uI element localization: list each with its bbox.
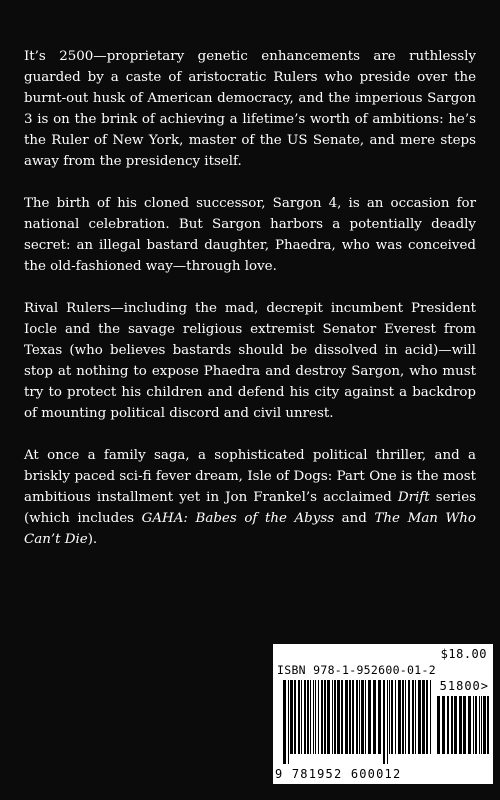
barcode-bar	[373, 680, 376, 754]
blurb-paragraph-2: The birth of his cloned successor, Sargon 4, is an occasion for national celebration. But Sargon harbors a potentially deadly secret: an illegal bastard daughter, Phaedra, who was conceived the old-fashioned way—through love.	[24, 196, 476, 274]
barcode-bar	[327, 680, 330, 754]
barcode-bar	[324, 680, 326, 754]
barcode-bar	[365, 680, 366, 754]
blurb-paragraph-3: Rival Rulers—including the mad, decrepit incumbent President Iocle and the savage religious extremist Senator Everest from Texas (who believes bastards should be dissolved in acid)—will stop at nothing to expose Phaedra and destroy Sargon, who must try to protect his children and defend his city against a backdrop of mounting political discord and civil unrest.	[24, 301, 476, 421]
ean-digits: 9 781952 600012	[275, 767, 402, 781]
barcode-bar	[459, 696, 462, 754]
book-title-gaha: GAHA: Babes of the Abyss	[141, 511, 335, 526]
barcode-bar	[430, 680, 431, 754]
barcode-bar	[332, 680, 333, 754]
barcode-bar	[395, 680, 396, 754]
isbn-barcode-block	[273, 644, 493, 784]
barcode-bar	[398, 680, 401, 754]
barcode-bar	[475, 696, 477, 754]
barcode-bar	[487, 696, 489, 754]
barcode-bar	[307, 680, 309, 754]
barcode-bar	[454, 696, 457, 754]
barcode-bar	[283, 680, 286, 764]
barcode-bar	[463, 696, 466, 754]
book-blurb	[24, 46, 476, 571]
barcode-bar	[341, 680, 343, 754]
barcode-bar	[337, 680, 340, 754]
barcode-bar	[442, 696, 445, 754]
barcode-bar	[313, 680, 314, 754]
barcode-bar	[352, 680, 354, 754]
blurb-paragraph-4	[24, 445, 476, 550]
isbn-label: ISBN 978-1-952600-01-2	[277, 663, 436, 677]
blurb-p4-text-1: At once a family saga, a sophisticated political thriller, and a briskly paced sci-fi fever dream, Isle of Dogs: Part One is the most ambitious installment yet in Jon Frankel’s acclaimed	[24, 448, 476, 505]
barcode-bar	[426, 680, 428, 754]
barcode-bar	[391, 680, 393, 754]
barcode-bar	[402, 680, 404, 754]
barcode-bar	[405, 680, 406, 754]
price-addon-code: 51800>	[439, 679, 489, 693]
barcode-bar	[437, 696, 440, 754]
barcode-bar	[389, 680, 390, 754]
barcode-bar	[349, 680, 351, 754]
barcode-bar	[359, 680, 360, 754]
blurb-p4-text-4: ).	[87, 532, 98, 547]
barcode-bar	[412, 680, 414, 754]
barcode-bar	[298, 680, 300, 754]
barcode-bar	[345, 680, 348, 754]
barcode-bar	[481, 696, 482, 754]
barcode-bar	[415, 680, 416, 754]
barcode-bar	[418, 680, 421, 754]
barcode-bar	[408, 680, 410, 754]
barcode-bar	[378, 680, 381, 754]
barcode-bar	[304, 680, 306, 754]
barcode-bar	[310, 680, 311, 754]
barcode-bar	[473, 696, 474, 754]
barcode-bar	[451, 696, 453, 754]
barcode-bar	[315, 680, 316, 754]
book-title-man-who-cant-die: The Man Who Can’t Die	[24, 511, 476, 547]
price-label: $18.00	[440, 647, 487, 661]
barcode-bar	[468, 696, 471, 754]
barcode-bar	[387, 680, 388, 764]
barcode-bar	[368, 680, 371, 754]
barcode-bar	[334, 680, 336, 754]
blurb-paragraph-1: It’s 2500—proprietary genetic enhancements are ruthlessly guarded by a caste of aristocratic Rulers who preside over the burnt-out husk of American democracy, and the imperious Sargon 3 is on the brink of achieving a lifetime’s worth of ambitions: he’s the Ruler of New York, master of the US Senate, and mere steps away from the presidency itself.	[24, 49, 476, 169]
barcode-bar	[383, 680, 385, 764]
barcode-bar	[447, 696, 449, 754]
barcode-bar	[318, 680, 319, 754]
addon-barcode-bars	[437, 696, 489, 764]
barcode-bar	[294, 680, 296, 754]
series-title-drift: Drift	[397, 490, 430, 505]
barcode-bar	[288, 680, 289, 764]
barcode-bar	[479, 696, 480, 754]
barcode-bar	[301, 680, 302, 754]
blurb-p4-text-2: series (which includes	[24, 490, 476, 526]
blurb-p4-text-3: and	[334, 511, 375, 526]
barcode-bar	[361, 680, 364, 754]
barcode-bar	[321, 680, 323, 754]
barcode-bar	[290, 680, 293, 754]
barcode-bar	[422, 680, 425, 754]
ean-barcode-bars	[283, 680, 431, 764]
barcode-bar	[356, 680, 358, 754]
barcode-bar	[483, 696, 486, 754]
